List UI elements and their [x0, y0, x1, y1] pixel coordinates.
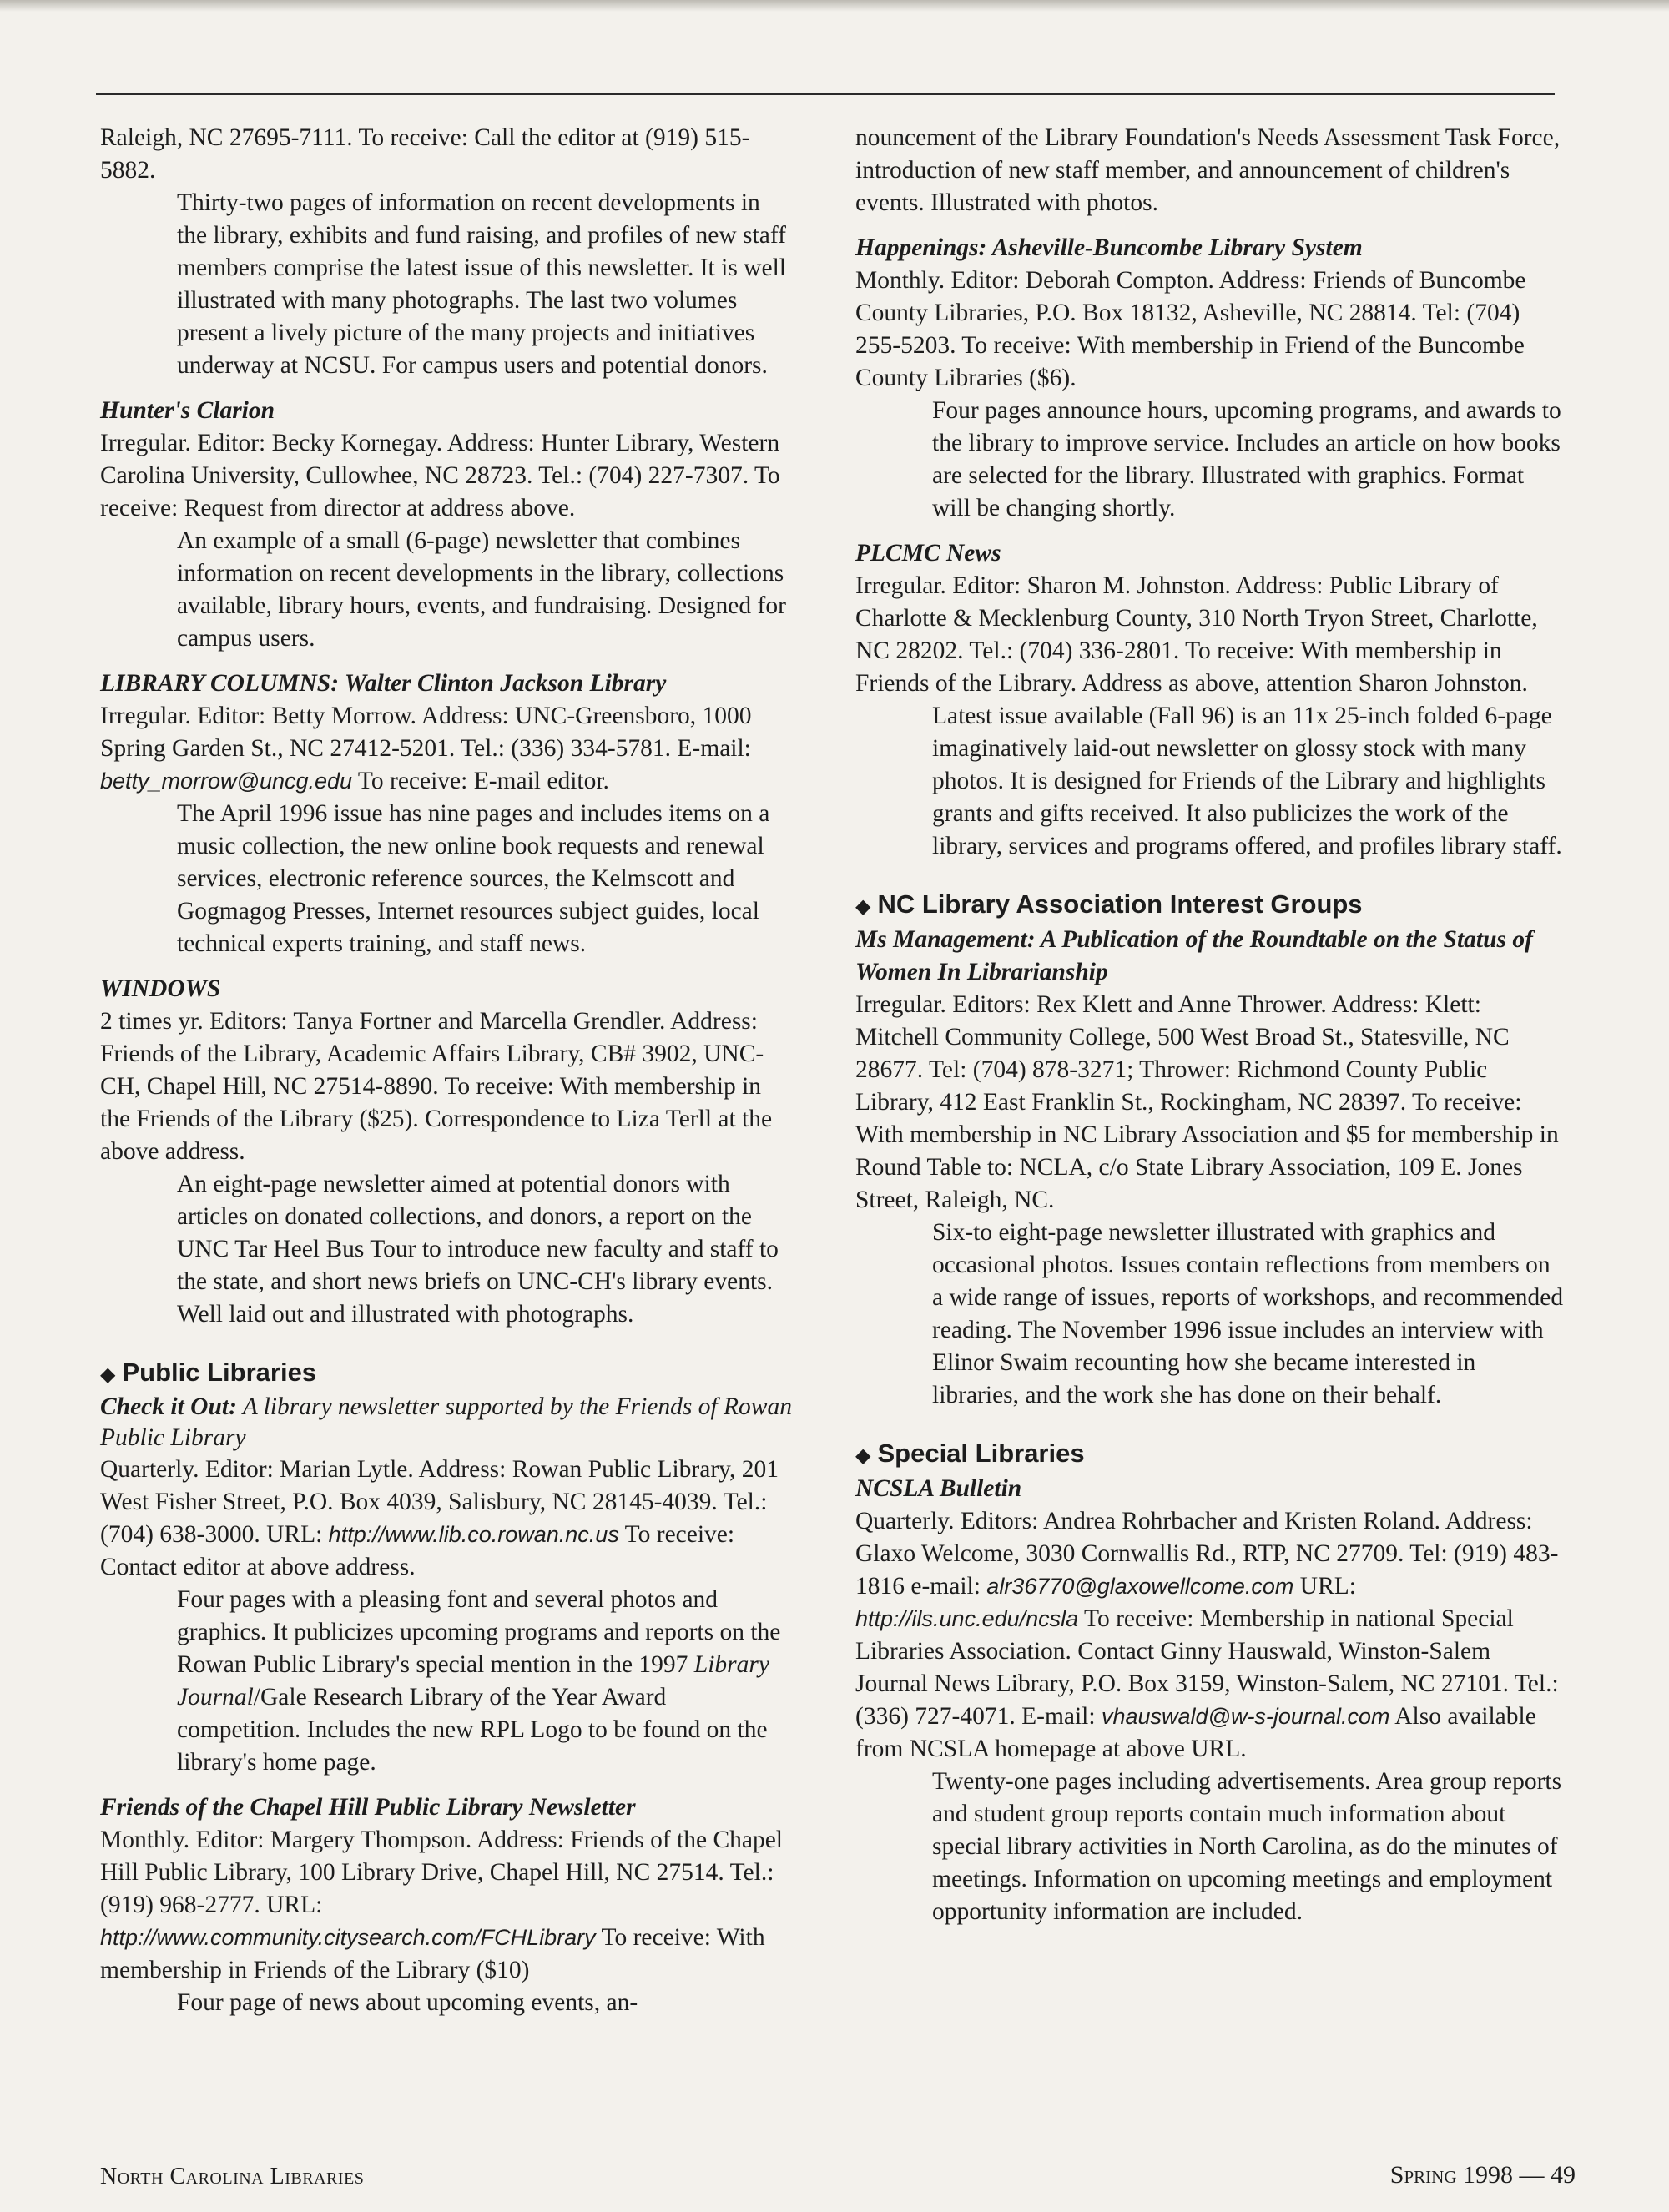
info-text: Monthly. Editor: Margery Thompson. Address: Friends of the Chapel Hill Public Library, 100 Library Drive, Chapel Hill, NC 27514. Tel.: (919) 968-2777. URL: — [100, 1827, 784, 1918]
entry-info: 2 times yr. Editors: Tanya Fortner and Marcella Grendler. Address: Friends of the Library, Academic Affairs Library, CB# 3902, UNC-CH, Chapel Hill, NC 27514-8890. To receive: With membership in the Friends of the Library ($25). Correspondence to Liza Terll at the above address. — [100, 1008, 773, 1165]
info-text: To receive: With membership in Friends of the Library ($10) — [100, 1924, 765, 1983]
diamond-bullet-icon: ◆ — [855, 1444, 871, 1467]
info-text: URL: — [1293, 1573, 1356, 1600]
header-rule — [96, 93, 1555, 95]
entry-title: LIBRARY COLUMNS: Walter Clinton Jackson Library — [100, 670, 667, 697]
entry-subtitle: A library newsletter supported by the Friends of Rowan Public Library — [100, 1393, 792, 1451]
entry-title: Hunter's Clarion — [100, 397, 275, 424]
entry-info: Irregular. Editor: Sharon M. Johnston. Address: Public Library of Charlotte & Mecklenburg County, 310 North Tryon Street, Charlotte, NC 28202. Tel.: (704) 336-2801. To receive: With membership in Friends of the Library. Address as above, attention Sharon Johnston. — [855, 572, 1538, 697]
entry-info — [100, 700, 793, 798]
info-text: Quarterly. Editor: Marian Lytle. Address: Rowan Public Library, 201 West Fisher Street, P.O. Box 4039, Salisbury, NC 28145-4039. Tel.: (704) 638-3000. URL: — [100, 1456, 779, 1548]
info-text: Irregular. Editor: Betty Morrow. Address: UNC-Greensboro, 1000 Spring Garden St., NC 27412-5201. Tel.: (336) 334-5781. E-mail: — [100, 703, 752, 762]
diamond-bullet-icon: ◆ — [100, 1363, 116, 1386]
section-heading — [855, 1437, 1565, 1473]
entry-info: Monthly. Editor: Deborah Compton. Address: Friends of Buncombe County Libraries, P.O. Box 18132, Asheville, NC 28814. Tel: (704) 255-5203. To receive: With membership in Friend of the Buncombe County Libraries ($6). — [855, 267, 1526, 391]
url-link[interactable]: http://www.lib.co.rowan.nc.us — [328, 1522, 619, 1547]
entry-info — [100, 1454, 793, 1584]
entry-info: Irregular. Editor: Becky Kornegay. Address: Hunter Library, Western Carolina University, Cullowhee, NC 28723. Tel.: (704) 227-7307. To receive: Request from director at address above. — [100, 430, 780, 522]
entry-description: Latest issue available (Fall 96) is an 11x 25-inch folded 6-page imaginatively laid-out newsletter on glossy stock with many photos. It is designed for Friends of the Library and highlights grants and gifts received. It also publicizes the work of the library, services and programs offered, and profiles library staff. — [932, 703, 1562, 859]
left-column — [100, 122, 793, 2019]
entry-info — [100, 1824, 793, 1987]
entry-title: Ms Management: A Publication of the Roundtable on the Status of Women In Librarianship — [855, 926, 1533, 985]
entry-description: An eight-page newsletter aimed at potential donors with articles on donated collections, and donors, a report on the UNC Tar Heel Bus Tour to introduce new faculty and staff to the state, and short news briefs on UNC-CH's library events. Well laid out and illustrated with photographs. — [177, 1171, 779, 1328]
email-link[interactable]: betty_morrow@uncg.edu — [100, 768, 353, 794]
url-link[interactable]: http://ils.unc.edu/ncsla — [855, 1606, 1079, 1631]
entry-description: Four pages announce hours, upcoming programs, and awards to the library to improve service. Includes an article on how books are selected for the library. Illustrated with graphics. Format will be changing shortly. — [932, 397, 1561, 522]
footer-publication: North Carolina Libraries — [100, 2164, 365, 2189]
info-text: To receive: Contact editor at above address. — [100, 1521, 735, 1580]
email-link[interactable]: alr36770@glaxowellcome.com — [986, 1574, 1294, 1599]
section-heading-text: Special Libraries — [877, 1439, 1085, 1468]
info-text: To receive: Membership in national Special Libraries Association. Contact Ginny Hauswald, Winston-Salem Journal News Library, P.O. Box 3159, Winston-Salem, NC 27101. Tel.: (336) 727-4071. E-mail: — [855, 1605, 1559, 1730]
section-heading-text: Public Libraries — [122, 1358, 317, 1387]
entry-title: Check it Out: — [100, 1393, 237, 1420]
journal-name: Library Journal — [177, 1651, 769, 1711]
info-text: Quarterly. Editors: Andrea Rohrbacher and Kristen Roland. Address: Glaxo Welcome, 3030 Cornwallis Rd., RTP, NC 27709. Tel: (919) 483-1816 e-mail: — [855, 1508, 1559, 1600]
info-text: To receive: E-mail editor. — [352, 768, 609, 794]
url-link[interactable]: http://www.community.citysearch.com/FCHLibrary — [100, 1925, 596, 1950]
section-heading-text: NC Library Association Interest Groups — [877, 889, 1363, 919]
entry-info: Raleigh, NC 27695-7111. To receive: Call the editor at (919) 515-5882. — [100, 124, 750, 184]
info-text: Also available from NCSLA homepage at above URL. — [855, 1703, 1536, 1762]
diamond-bullet-icon: ◆ — [855, 895, 871, 918]
entry-title: Friends of the Chapel Hill Public Library Newsletter — [100, 1794, 636, 1821]
entry-info — [855, 1505, 1565, 1766]
right-column — [855, 122, 1565, 1928]
section-heading — [855, 888, 1565, 924]
page-top-edge — [0, 0, 1669, 12]
entry-continuation: nouncement of the Library Foundation's Needs Assessment Task Force, introduction of new staff member, and announcement of children's events. Illustrated with photos. — [855, 124, 1561, 216]
entry-info: Irregular. Editors: Rex Klett and Anne Thrower. Address: Klett: Mitchell Community College, 500 West Broad St., Statesville, NC 28677. Tel: (704) 878-3271; Thrower: Richmond County Public Library, 412 East Franklin St., Rockingham, NC 28397. To receive: With membership in NC Library Association and $5 for membership in Round Table to: NCLA, c/o State Library Association, 109 E. Jones Street, Raleigh, NC. — [855, 991, 1559, 1213]
desc-text: Four pages with a pleasing font and several photos and graphics. It publicizes upcoming programs and reports on the Rowan Public Library's special mention in the 1997 — [177, 1586, 781, 1678]
section-heading — [100, 1356, 793, 1392]
entry-title: WINDOWS — [100, 975, 221, 1002]
footer-page-number: Spring 1998 — 49 — [1389, 2161, 1576, 2189]
desc-text: /Gale Research Library of the Year Award competition. Includes the new RPL Logo to be found on the library's home page. — [177, 1684, 768, 1776]
entry-description: Thirty-two pages of information on recent developments in the library, exhibits and fund raising, and profiles of new staff members comprise the latest issue of this newsletter. It is well illustrated with many photographs. The last two volumes present a lively picture of the many projects and initiatives underway at NCSU. For campus users and potential donors. — [177, 189, 786, 379]
entry-description: Twenty-one pages including advertisements. Area group reports and student group reports contain much information about special library activities in North Carolina, as do the minutes of meetings. Information on upcoming meetings and employment opportunity information are included. — [932, 1768, 1562, 1925]
entry-description — [100, 1584, 793, 1779]
entry-title-block — [100, 1392, 793, 1454]
entry-description: Four page of news about upcoming events, an- — [177, 1989, 638, 2016]
email-link[interactable]: vhauswald@w-s-journal.com — [1101, 1704, 1390, 1729]
entry-description: An example of a small (6-page) newsletter that combines information on recent developments in the library, collections available, library hours, events, and fundraising. Designed for campus users. — [177, 527, 786, 652]
entry-title: PLCMC News — [855, 540, 1001, 567]
entry-title: Happenings: Asheville-Buncombe Library System — [855, 234, 1363, 261]
entry-description: The April 1996 issue has nine pages and includes items on a music collection, the new online book requests and renewal services, electronic reference sources, the Kelmscott and Gogmagog Presses, Internet resources subject guides, local technical experts training, and staff news. — [177, 800, 770, 957]
entry-title: NCSLA Bulletin — [855, 1475, 1022, 1502]
entry-description: Six-to eight-page newsletter illustrated with graphics and occasional photos. Issues contain reflections from members on a wide range of issues, reports of workshops, and recommended reading. The November 1996 issue includes an interview with Elinor Swaim recounting how she became interested in libraries, and the work she has done on their behalf. — [932, 1219, 1564, 1408]
